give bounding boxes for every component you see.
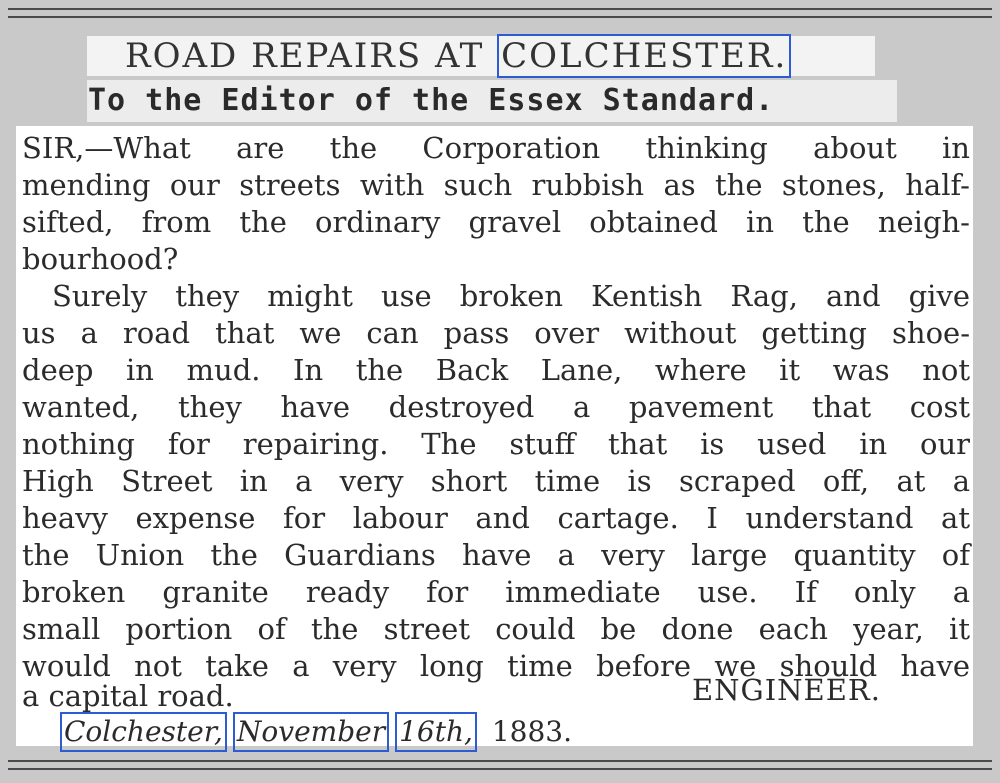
bottom-rule-1 <box>8 760 992 762</box>
highlight-place-title: COLCHESTER. <box>497 34 791 78</box>
signature: ENGINEER. <box>692 673 881 707</box>
letter-line: would not take a very long time before we should have <box>22 649 970 683</box>
highlight-place: Colchester, <box>60 712 227 752</box>
dateline <box>60 712 572 752</box>
subtitle: To the Editor of the Essex Standard. <box>88 83 775 118</box>
headline-text: ROAD REPAIRS AT <box>125 36 485 76</box>
headline <box>125 36 791 76</box>
letter-line: wanted, they have destroyed a pavement that cost <box>22 390 970 424</box>
letter-line: nothing for repairing. The stuff that is used in our <box>22 427 970 461</box>
top-rule-1 <box>8 8 992 10</box>
letter-line: a capital road. <box>22 679 234 713</box>
top-rule-2 <box>8 16 992 18</box>
highlight-month: November <box>233 712 389 752</box>
letter-line: Surely they might use broken Kentish Rag, and give <box>52 279 970 313</box>
letter-line: deep in mud. In the Back Lane, where it was not <box>22 353 970 387</box>
date-year: 1883. <box>491 715 573 748</box>
letter-line: sifted, from the ordinary gravel obtained in the neigh- <box>22 205 970 239</box>
letter-line: small portion of the street could be done each year, it <box>22 612 970 646</box>
letter-line: the Union the Guardians have a very large quantity of <box>22 538 970 572</box>
bottom-rule-2 <box>8 768 992 770</box>
letter-line: mending our streets with such rubbish as the stones, half- <box>22 168 970 202</box>
highlight-day: 16th, <box>395 712 477 752</box>
letter-line: bourhood? <box>22 242 179 276</box>
letter-line: SIR,—What are the Corporation thinking about in <box>22 131 970 165</box>
letter-line: High Street in a very short time is scraped off, at a <box>22 464 970 498</box>
letter-line: heavy expense for labour and cartage. I understand at <box>22 501 970 535</box>
letter-line: broken granite ready for immediate use. If only a <box>22 575 970 609</box>
letter-line: us a road that we can pass over without getting shoe- <box>22 316 970 350</box>
